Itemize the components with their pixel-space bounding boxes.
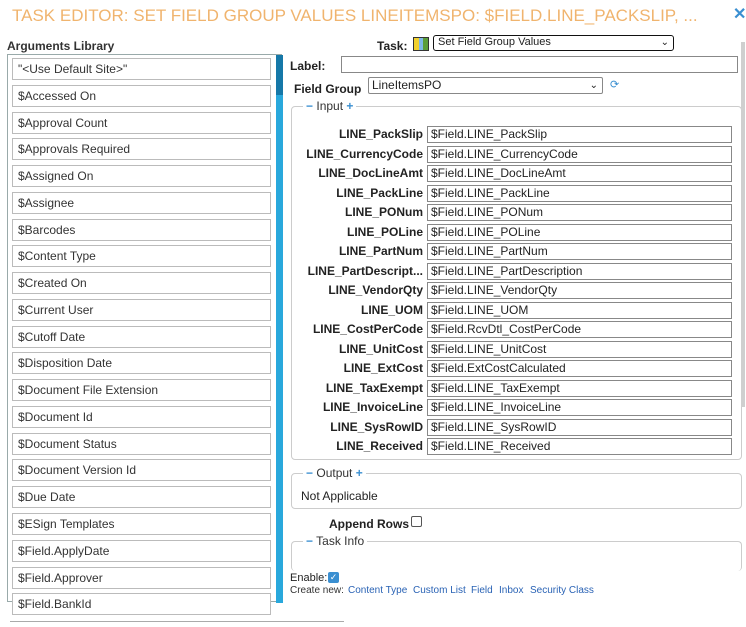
- input-section-header: [303, 99, 356, 113]
- editor-scrollbar[interactable]: [741, 42, 745, 407]
- input-field-name: LINE_UOM: [360, 302, 423, 317]
- task-label: Task:: [377, 39, 408, 53]
- window-title: TASK EDITOR: SET FIELD GROUP VALUES LINEITEMSPO: $FIELD.LINE_PACKSLIP, ...: [12, 6, 698, 25]
- input-field-name: LINE_UnitCost: [339, 341, 423, 356]
- collapse-icon[interactable]: −: [306, 534, 314, 548]
- append-rows-label: Append Rows: [329, 517, 409, 531]
- input-field-value[interactable]: $Field.LINE_CurrencyCode: [427, 146, 732, 163]
- chevron-down-icon: ⌄: [660, 37, 669, 48]
- input-field-name: LINE_PartDescript...: [307, 263, 423, 278]
- input-field-name: LINE_InvoiceLine: [322, 400, 423, 414]
- arguments-library-list[interactable]: [7, 54, 282, 612]
- argument-item[interactable]: $Content Type: [12, 245, 271, 267]
- input-field-name: LINE_VendorQty: [328, 283, 423, 297]
- input-field-value[interactable]: $Field.LINE_PartDescription: [427, 263, 732, 280]
- input-field-value[interactable]: $Field.RcvDtl_CostPerCode: [427, 321, 732, 338]
- argument-item[interactable]: $Document Status: [12, 433, 271, 455]
- input-field-name: LINE_CurrencyCode: [306, 146, 423, 161]
- task-select[interactable]: [433, 35, 674, 51]
- arguments-library-title: Arguments Library: [7, 39, 115, 53]
- argument-item[interactable]: $Created On: [12, 272, 271, 294]
- argument-item[interactable]: $Current User: [12, 299, 271, 321]
- argument-item[interactable]: $Accessed On: [12, 85, 271, 107]
- input-field-name: LINE_PartNum: [338, 244, 423, 258]
- arguments-scrollbar-thumb[interactable]: [276, 55, 283, 95]
- append-rows-checkbox[interactable]: [411, 516, 422, 527]
- argument-item[interactable]: $Due Date: [12, 486, 271, 508]
- input-field-name: LINE_POLine: [346, 224, 423, 239]
- argument-item[interactable]: $Field.ApplyDate: [12, 540, 271, 562]
- argument-item[interactable]: $Barcodes: [12, 219, 271, 241]
- argument-item[interactable]: $Assigned On: [12, 165, 271, 187]
- argument-item[interactable]: $Document Version Id: [12, 459, 271, 481]
- argument-item[interactable]: $Assignee: [12, 192, 271, 214]
- field-group-label: Field Group: [294, 82, 362, 96]
- argument-item[interactable]: $Document File Extension: [12, 379, 271, 401]
- argument-item[interactable]: $Disposition Date: [12, 352, 271, 374]
- task-info-title: Task Info: [316, 534, 365, 548]
- input-field-name: LINE_CostPerCode: [312, 322, 423, 336]
- close-icon[interactable]: ✕: [733, 6, 746, 23]
- add-icon[interactable]: +: [355, 466, 363, 480]
- output-section-header: [303, 466, 366, 480]
- input-field-name: LINE_PONum: [344, 205, 423, 219]
- input-field-value[interactable]: $Field.LINE_POLine: [427, 224, 732, 241]
- input-field-value[interactable]: $Field.LINE_PartNum: [427, 243, 732, 260]
- argument-item[interactable]: $Field.Approver: [12, 567, 271, 589]
- collapse-icon[interactable]: −: [306, 466, 314, 480]
- task-select-value: Set Field Group Values: [438, 36, 551, 48]
- refresh-icon[interactable]: ⟳: [610, 79, 620, 91]
- argument-item[interactable]: $Approvals Required: [12, 138, 271, 160]
- create-link-content-type[interactable]: Content Type: [348, 585, 408, 596]
- argument-item[interactable]: $Approval Count: [12, 112, 271, 134]
- add-icon[interactable]: +: [346, 99, 354, 113]
- create-link-field[interactable]: Field: [471, 585, 493, 596]
- input-field-name: LINE_DocLineAmt: [318, 166, 423, 180]
- label-input[interactable]: [341, 56, 738, 73]
- task-icon-stripe-3: [423, 38, 428, 50]
- enable-label: Enable:: [290, 572, 328, 584]
- input-field-name: LINE_PackSlip: [338, 127, 423, 141]
- input-field-name: LINE_PackLine: [336, 185, 423, 200]
- task-info-header: [303, 534, 367, 548]
- input-field-value[interactable]: $Field.LINE_PackSlip: [427, 126, 732, 143]
- enable-checkbox[interactable]: ✓: [329, 572, 338, 582]
- input-field-value[interactable]: $Field.LINE_UnitCost: [427, 341, 732, 358]
- argument-item[interactable]: $Document Id: [12, 406, 271, 428]
- input-field-value[interactable]: $Field.LINE_UOM: [427, 302, 732, 319]
- argument-item[interactable]: $ESign Templates: [12, 513, 271, 535]
- input-field-value[interactable]: $Field.LINE_Received: [427, 438, 732, 455]
- argument-item[interactable]: "<Use Default Site>": [12, 58, 271, 80]
- arguments-scrollbar[interactable]: [276, 55, 283, 603]
- create-link-inbox[interactable]: Inbox: [499, 585, 524, 596]
- field-group-value: LineItemsPO: [372, 78, 442, 92]
- input-field-value[interactable]: $Field.LINE_VendorQty: [427, 282, 732, 299]
- label-field-label: Label:: [290, 59, 326, 73]
- input-field-value[interactable]: $Field.LINE_TaxExempt: [427, 380, 732, 397]
- bottom-divider: [10, 621, 344, 622]
- input-field-value[interactable]: $Field.LINE_PackLine: [427, 185, 732, 202]
- input-field-name: LINE_Received: [336, 439, 423, 453]
- input-field-name: LINE_ExtCost: [343, 361, 423, 375]
- task-type-icon: [413, 37, 429, 51]
- input-field-value[interactable]: $Field.LINE_InvoiceLine: [427, 399, 732, 416]
- input-field-name: LINE_TaxExempt: [325, 380, 423, 395]
- collapse-icon[interactable]: −: [306, 99, 314, 113]
- input-section-title: Input: [316, 99, 344, 113]
- title-bar: [0, 0, 745, 32]
- create-link-custom-list[interactable]: Custom List: [413, 585, 466, 596]
- output-text: Not Applicable: [301, 489, 378, 503]
- create-new-label: Create new:: [290, 585, 344, 596]
- input-field-value[interactable]: $Field.LINE_DocLineAmt: [427, 165, 732, 182]
- field-group-select[interactable]: [368, 77, 603, 94]
- input-field-value[interactable]: $Field.LINE_PONum: [427, 204, 732, 221]
- input-field-value[interactable]: $Field.ExtCostCalculated: [427, 360, 732, 377]
- argument-item[interactable]: $Cutoff Date: [12, 326, 271, 348]
- arguments-list-items: [12, 58, 271, 620]
- input-field-value[interactable]: $Field.LINE_SysRowID: [427, 419, 732, 436]
- argument-item[interactable]: $Field.BankId: [12, 593, 271, 615]
- chevron-down-icon: ⌄: [589, 80, 598, 91]
- create-link-security-class[interactable]: Security Class: [530, 585, 594, 596]
- input-field-name: LINE_SysRowID: [330, 419, 423, 434]
- output-section-title: Output: [316, 466, 353, 480]
